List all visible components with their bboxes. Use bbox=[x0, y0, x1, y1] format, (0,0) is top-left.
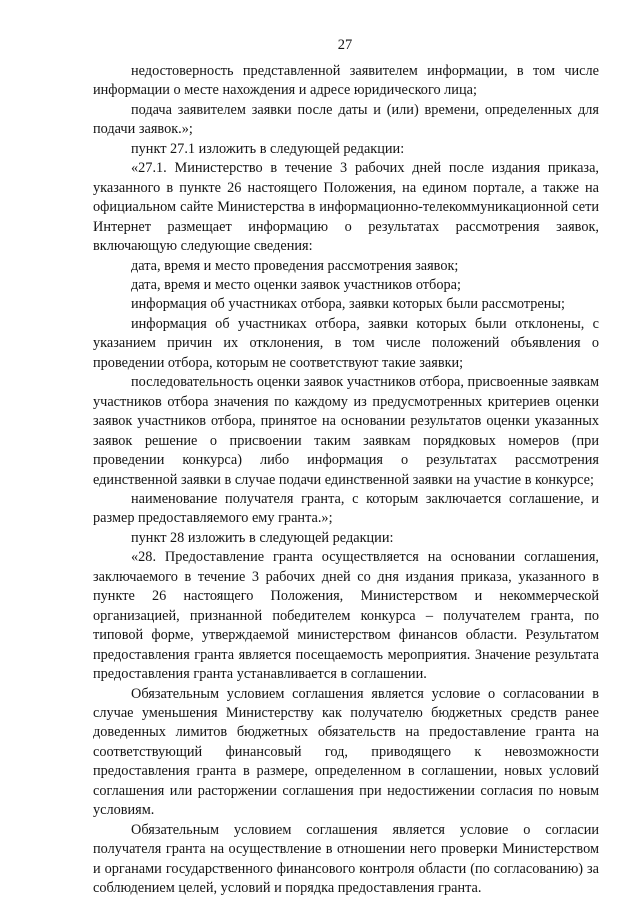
paragraph: недостоверность представленной заявителем информации, в том числе информации о месте нахождения и адресе юридического лица; bbox=[93, 63, 599, 99]
paragraph: «27.1. Министерство в течение 3 рабочих дней после издания приказа, указанного в пункте 26 настоящего Положения, на едином портале, а также на официальном сайте Министерства в информационно-телекоммуникационной сети Интернет размещает информацию о результатах рассмотрения заявок, включающую следующие сведения: bbox=[93, 160, 599, 255]
document-body bbox=[93, 62, 599, 898]
page-number: 27 bbox=[337, 37, 353, 53]
paragraph: Обязательным условием соглашения является условие о согласовании в случае уменьшения Министерству как получателю бюджетных средств ранее доведенных лимитов бюджетных обязательств на предоставление гранта на соответствующий финансовый год, приводящего к невозможности предоставления гранта в размере, определенном в соглашении, новых условий соглашения или расторжении соглашения при недостижении согласия по новым условиям. bbox=[93, 685, 599, 819]
paragraph: дата, время и место проведения рассмотрения заявок; bbox=[131, 257, 459, 274]
paragraph: дата, время и место оценки заявок участников отбора; bbox=[131, 276, 461, 293]
paragraph: пункт 27.1 изложить в следующей редакции: bbox=[131, 140, 405, 157]
paragraph: информация об участниках отбора, заявки которых были рассмотрены; bbox=[131, 296, 565, 313]
paragraph: Обязательным условием соглашения является условие о согласии получателя гранта на осуществление в отношении него проверки Министерством и органами государственного финансового контроля области (по согласованию) за соблюдением целей, условий и порядка предоставления гранта. bbox=[93, 821, 599, 897]
paragraph: подача заявителем заявки после даты и (или) времени, определенных для подачи заявок.»; bbox=[93, 101, 599, 138]
paragraph: информация об участниках отбора, заявки которых были отклонены, с указанием причин их отклонения, в том числе положений объявления о проведении отбора, которым не соответствуют такие заявки; bbox=[93, 315, 599, 371]
paragraph: «28. Предоставление гранта осуществляется на основании соглашения, заключаемого в течение 3 рабочих дней со дня издания приказа, указанного в пункте 26 настоящего Положения, Министерством и некоммерческой организацией, признанной победителем конкурса – получателем гранта, по типовой форме, утверждаемой министерством финансов области. Результатом предоставления гранта является посещаемость мероприятия. Значение результата предоставления гранта устанавливается в соглашении. bbox=[93, 549, 599, 683]
paragraph: пункт 28 изложить в следующей редакции: bbox=[131, 529, 394, 546]
paragraph: последовательность оценки заявок участников отбора, присвоенные заявкам участников отбора значения по каждому из предусмотренных критериев оценки заявок участников отбора, принятое на основании результатов оценки указанных заявок решение о присвоении таким заявкам порядковых номеров (при проведении конкурса) либо информация о результатах рассмотрения единственной заявки в случае подачи единственной заявки на участие в конкурсе; bbox=[93, 374, 599, 488]
paragraph: наименование получателя гранта, с которым заключается соглашение, и размер предоставляемого ему гранта.»; bbox=[93, 490, 599, 527]
